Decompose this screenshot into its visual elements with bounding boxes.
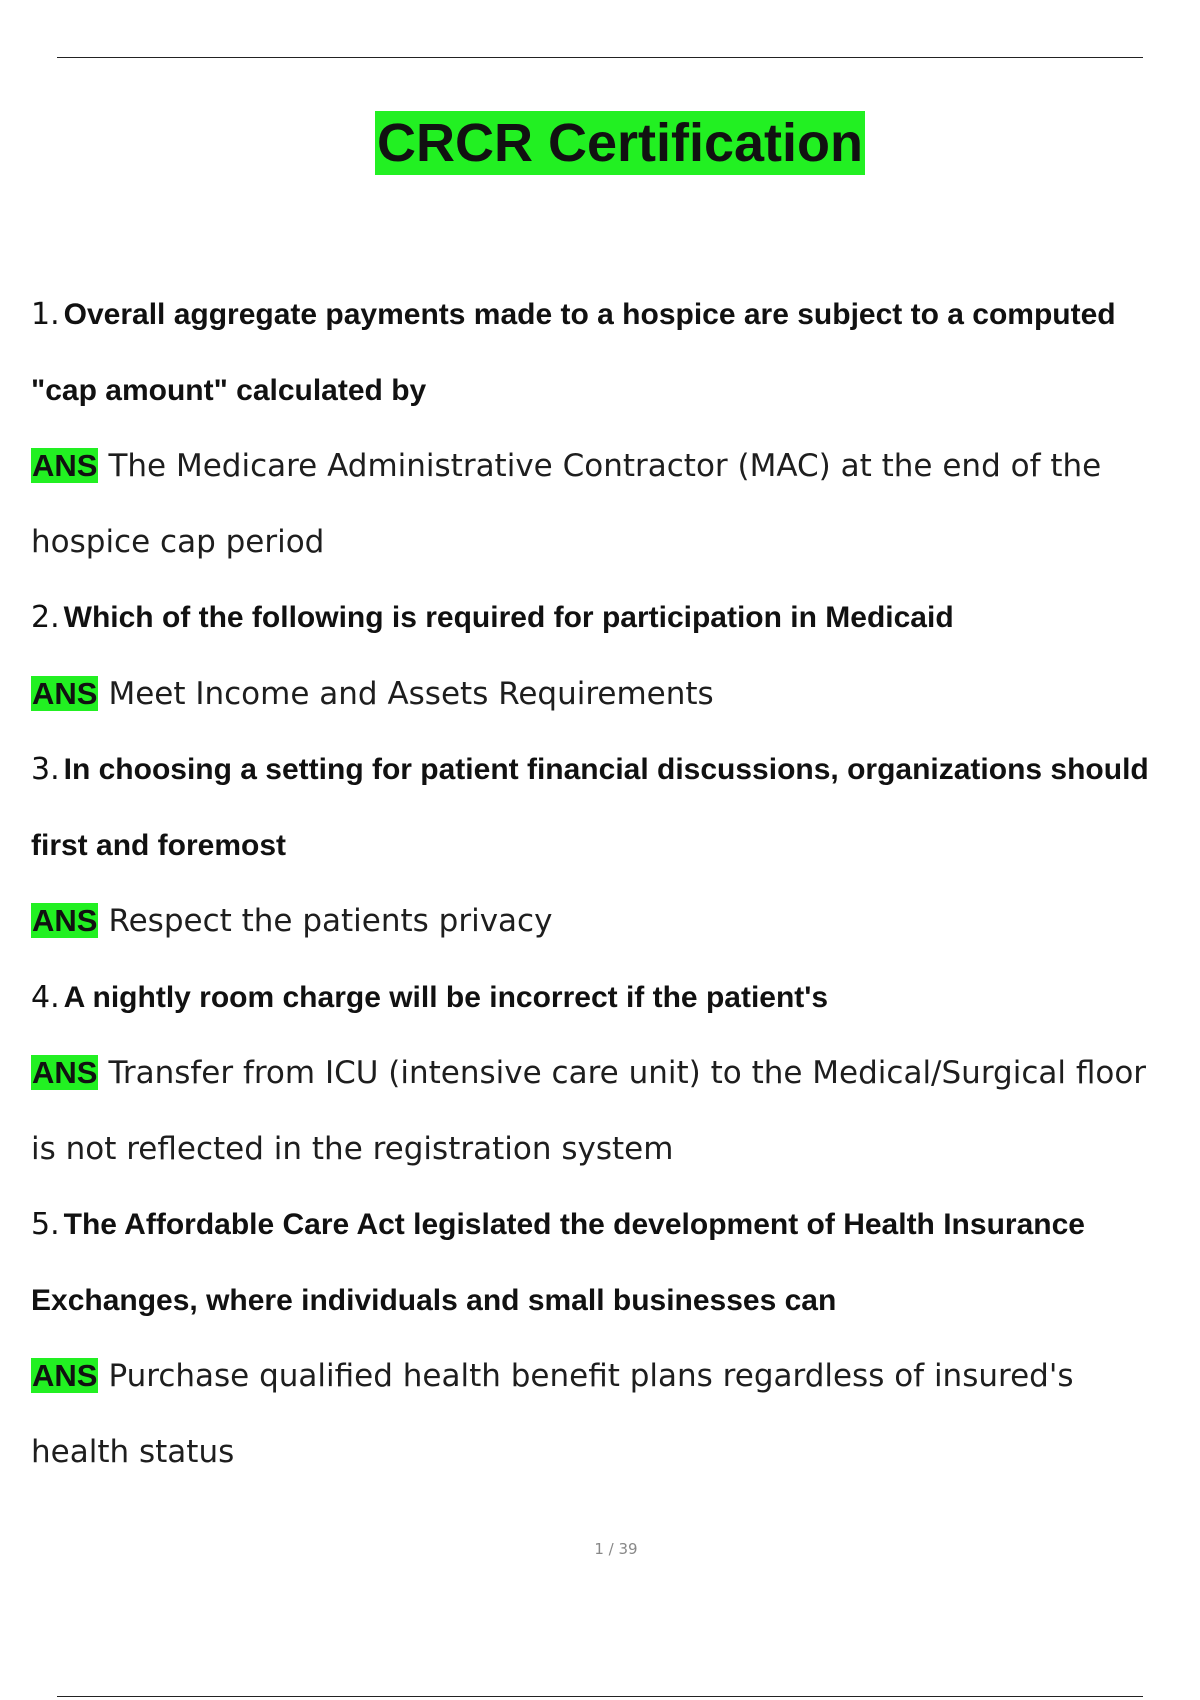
- answer-label: ANS: [32, 1358, 98, 1393]
- answer-text: ANS Meet Income and Assets Requirements: [32, 675, 714, 712]
- answer-text: ANS Transfer from ICU (intensive care unit) to the Medical/Surgical floor is not reflected in the registration system: [31, 1055, 1147, 1167]
- answer-text: ANS Purchase qualified health benefit plans regardless of insured's health status: [31, 1358, 1074, 1470]
- question-number: 4.: [31, 979, 60, 1015]
- question-item-2: [31, 580, 1171, 732]
- bottom-divider: [57, 1696, 1143, 1697]
- question-number: 5.: [31, 1207, 60, 1242]
- question-item-5: [31, 1187, 1171, 1490]
- answer-text: ANS Respect the patients privacy: [32, 903, 553, 939]
- question-text: 2. Which of the following is required for participation in Medicaid: [31, 600, 954, 635]
- answer-label: ANS: [32, 903, 98, 938]
- title-container: [0, 111, 1200, 175]
- question-number: 1.: [31, 297, 60, 332]
- question-list: [31, 277, 1171, 1490]
- question-item-1: [31, 277, 1171, 580]
- answer-label: ANS: [32, 448, 98, 483]
- question-number: 2.: [31, 600, 60, 635]
- page-indicator: 1 / 39: [594, 1540, 638, 1558]
- answer-label: ANS: [32, 675, 98, 711]
- question-text: 5. The Affordable Care Act legislated the development of Health Insurance Exchanges, where individuals and small businesses can: [31, 1207, 1085, 1317]
- top-divider: [57, 57, 1143, 58]
- answer-label: ANS: [32, 1055, 98, 1090]
- question-item-4: [31, 960, 1171, 1188]
- question-text: 4. A nightly room charge will be incorrect if the patient's: [31, 979, 829, 1015]
- answer-text: ANS The Medicare Administrative Contractor (MAC) at the end of the hospice cap period: [31, 448, 1102, 560]
- question-text: 1. Overall aggregate payments made to a hospice are subject to a computed "cap amount" calculated by: [31, 297, 1116, 407]
- question-item-3: [31, 732, 1171, 960]
- document-title: CRCR Certification: [376, 113, 864, 173]
- question-number: 3.: [31, 752, 60, 787]
- question-text: 3. In choosing a setting for patient financial discussions, organizations should first and foremost: [31, 752, 1149, 862]
